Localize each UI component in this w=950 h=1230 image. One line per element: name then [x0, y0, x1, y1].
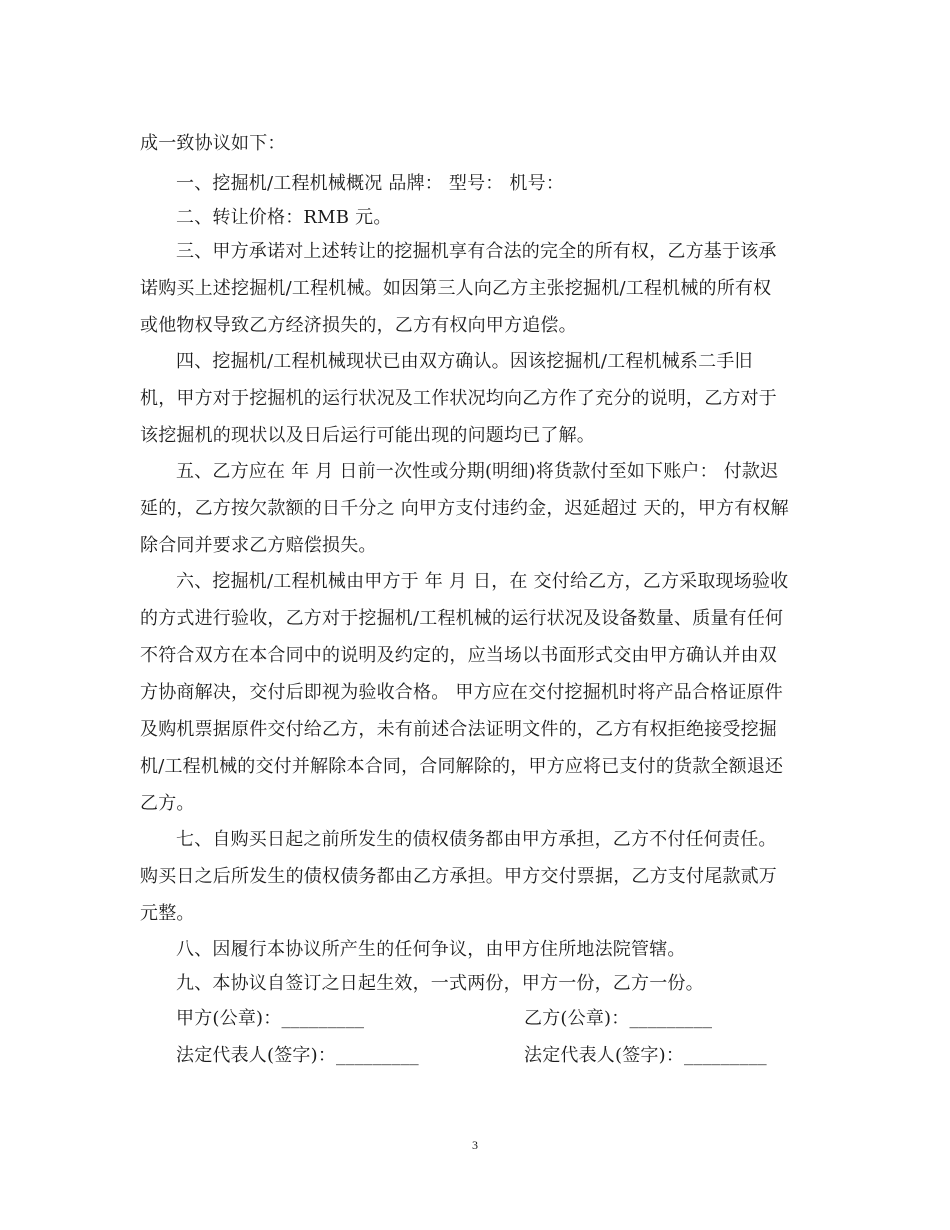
clause-6-line-7: 乙方。 [140, 793, 195, 814]
clause-4-line-2: 机，甲方对于挖掘机的运行状况及工作状况均向乙方作了充分的说明，乙方对于 [140, 388, 777, 409]
clause-4-line-3: 该挖掘机的现状以及日后运行可能出现的问题均已了解。 [140, 425, 595, 446]
clause-3-line-3: 或他物权导致乙方经济损失的，乙方有权向甲方追偿。 [140, 315, 577, 336]
clause-7-line-2: 购买日之后所发生的债权债务都由乙方承担。甲方交付票据，乙方支付尾款贰万 [140, 866, 777, 887]
clause-3-line-2: 诺购买上述挖掘机/工程机械。如因第三人向乙方主张挖掘机/工程机械的所有权 [140, 278, 772, 299]
clause-9-line-1: 九、本协议自签订之日起生效，一式两份，甲方一份，乙方一份。 [176, 973, 704, 994]
clause-6-line-6: 机/工程机械的交付并解除本合同，合同解除的，甲方应将已支付的货款全额退还 [140, 756, 784, 777]
party-a-seal: 甲方(公章)：_________ [176, 1008, 365, 1029]
clause-2-line-1: 二、转让价格：RMB 元。 [176, 207, 392, 228]
clause-4-line-1: 四、挖掘机/工程机械现状已由双方确认。因该挖掘机/工程机械系二手旧 [176, 351, 753, 372]
party-a-representative: 法定代表人(签字)：_________ [176, 1045, 419, 1066]
clause-6-line-3: 不符合双方在本合同中的说明及约定的，应当场以书面形式交由甲方确认并由双 [140, 645, 777, 666]
clause-7-line-1: 七、自购买日起之前所发生的债权债务都由甲方承担，乙方不付任何责任。 [176, 829, 777, 850]
clause-6-line-2: 的方式进行验收，乙方对于挖掘机/工程机械的运行状况及设备数量、质量有任何 [140, 608, 784, 629]
clause-5-line-3: 除合同并要求乙方赔偿损失。 [140, 535, 377, 556]
intro-line: 成一致协议如下： [140, 133, 286, 154]
page-number: 3 [472, 1138, 478, 1152]
clause-6-line-4: 方协商解决，交付后即视为验收合格。 甲方应在交付挖掘机时将产品合格证原件 [140, 682, 783, 703]
clause-8-line-1: 八、因履行本协议所产生的任何争议，由甲方住所地法院管辖。 [176, 939, 686, 960]
clause-6-line-5: 及购机票据原件交付给乙方，未有前述合法证明文件的，乙方有权拒绝接受挖掘 [140, 719, 777, 740]
clause-7-line-3: 元整。 [140, 903, 195, 924]
party-b-seal: 乙方(公章)：_________ [524, 1008, 713, 1029]
clause-5-line-1: 五、乙方应在 年 月 日前一次性或分期(明细)将货款付至如下账户： 付款迟 [176, 461, 779, 482]
clause-6-line-1: 六、挖掘机/工程机械由甲方于 年 月 日，在 交付给乙方，乙方采取现场验收 [176, 571, 789, 592]
clause-1-line-1: 一、挖掘机/工程机械概况 品牌： 型号： 机号： [176, 173, 565, 194]
clause-5-line-2: 延的，乙方按欠款额的日千分之 向甲方支付违约金，迟延超过 天的，甲方有权解 [140, 498, 789, 519]
clause-3-line-1: 三、甲方承诺对上述转让的挖掘机享有合法的完全的所有权，乙方基于该承 [176, 241, 777, 262]
party-b-representative: 法定代表人(签字)：_________ [524, 1045, 767, 1066]
